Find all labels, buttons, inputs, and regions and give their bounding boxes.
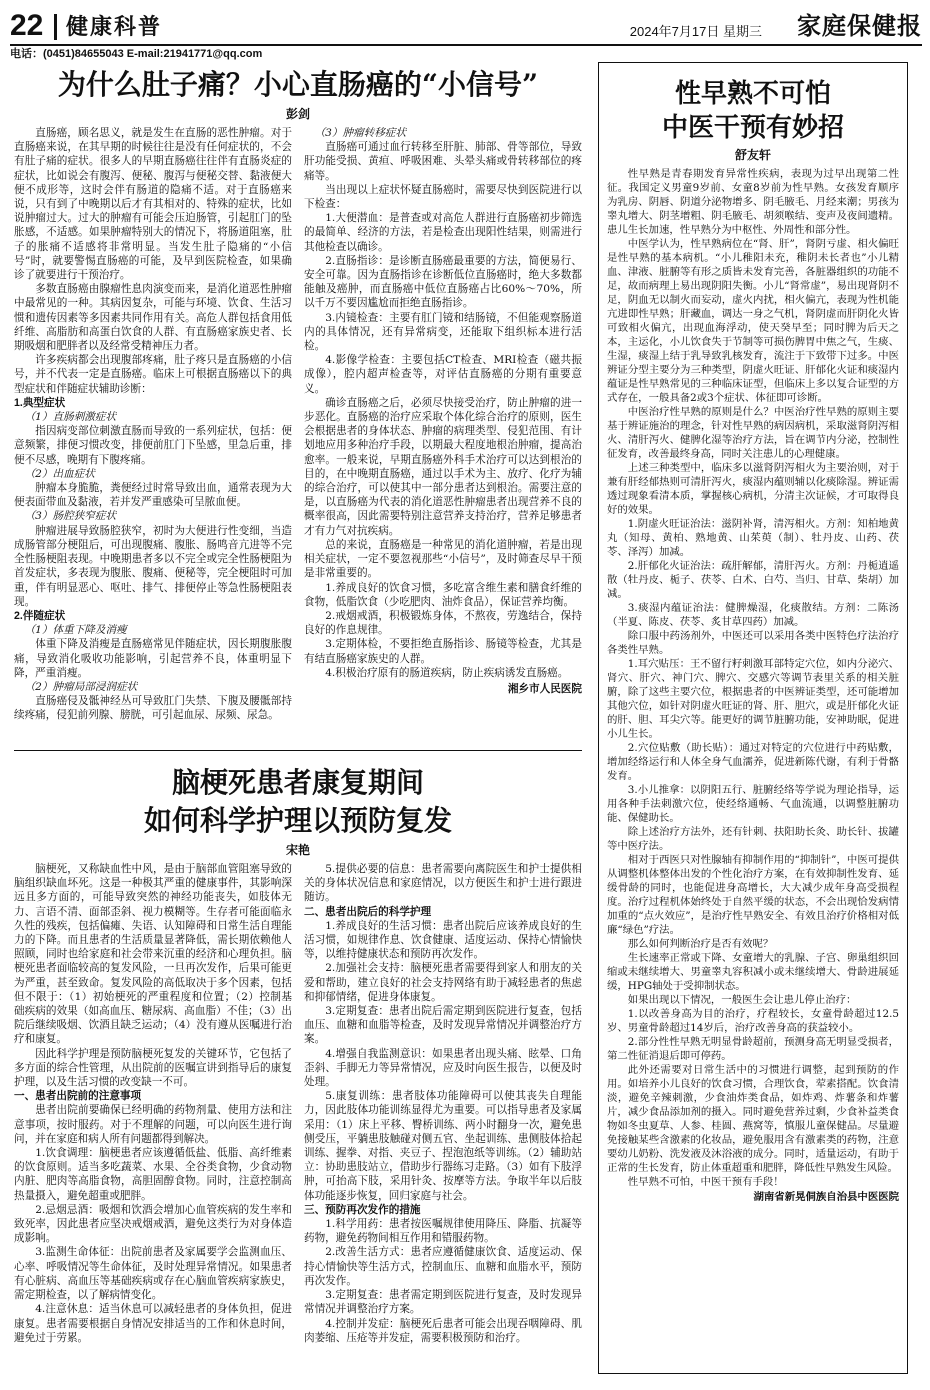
subsection-heading: （3）肠腔狭窄症状 [24,510,117,523]
subsection-heading: （2）肿瘤局部浸润症状 [24,680,138,693]
section-heading: 一、患者出院前的注意事项 [14,1090,142,1103]
paragraph: 肿瘤进展导致肠腔狭窄，初时为大便进行性变细，当造成肠管部分梗阻后，可出现腹痛、腹胀、肠鸣音亢进等不完全性肠梗阻表现。中晚期患者多以不完全或完全性肠梗阻为首发症状，多表现为腹胀、腹痛、便秘等，完全梗阻时可加重，伴有明显恶心、呕吐、排气、排便停止等急性肠梗阻表现。 [14,524,292,608]
paragraph: 2.戒烟戒酒，积极锻炼身体，不熬夜，劳逸结合，保持良好的作息规律。 [304,609,582,637]
paragraph: 2.改善生活方式：患者应遵循健康饮食、适度运动、保持心情愉快等生活方式，控制血压、血糖和血脂水平，预防再次发作。 [304,1246,582,1287]
title-line-2: 如何科学护理以预防复发 [143,804,452,837]
contact-info: 电话：(0451)84655043 E-mail:21941771@qq.com [10,48,263,60]
paragraph: 上述三种类型中，临床多以滋肾阴泻相火为主要治则，对于兼有肝经郁热则可清肝泻火，痰湿内蕴则辅以化痰除湿。辨证需透过现象看清本质，掌握核心病机，分清主次证候，才可取得良好的效果。 [607,462,899,516]
hospital-signature: 湖南省新晃侗族自治县中医医院 [753,1192,899,1203]
paragraph: 1.科学用药：患者按医嘱规律使用降压、降脂、抗凝等药物，避免药物间相互作用和错服药物。 [304,1218,582,1245]
issue-date: 2024年7月17日 星期三 [629,24,762,39]
paragraph: 除上述治疗方法外，还有针刺、扶阳助长灸、助长针、拔罐等中医疗法。 [607,826,899,852]
article-body [607,167,899,1359]
section-heading: 1.典型症状 [14,396,66,409]
article-precocious-puberty [598,62,908,1374]
paragraph: 直肠癌，顾名思义，就是发生在直肠的恶性肿瘤。对于直肠癌来说，在其早期的时候往往是没有任何症状的，不会有肚子痛的症状。很多人的早期直肠癌往往伴有直肠炎症的症状，比如说会有腹泻、便秘、腹泻与便秘交替、黏液便大便不成形等，这时会伴有肠道的隐痛不适。对于直肠癌来说，只有到了中晚期以后才有其相对的、特殊的症状，比如说肿瘤过大。过大的肿瘤有可能会压迫肠管，引起肛门的坠胀感，不适感。如果肿瘤特别大的情况下，将肠道阻塞，肚子的胀痛不适感将非常明显。当发生肚子隐痛的“小信号”时，就要警惕直肠癌的可能，及早到医院检查，如果确诊了就要进行干预治疗。 [14,127,292,282]
article-body [14,862,582,1362]
section-title: 健康科普 [66,14,163,40]
article-author: 彭剑 [285,107,310,121]
paragraph: 脑梗死，又称缺血性中风，是由于脑部血管阻塞导致的脑组织缺血坏死。这是一种极其严重的健康事件，其影响深远且多方面的，可能导致突然的神经功能丧失，如肢体无力、言语不清、面部歪斜、视力模糊等。生存者可能面临永久性的残疾，包括偏瘫、失语、认知障碍和日常生活自理能力的下降。而且患者的生活质量显著降低，需长期依赖他人照顾，同时也给家庭和社会带来沉重的经济和心理负担。脑梗死患者面临较高的复发风险，一旦再次发作，后果可能更为严重，甚至致命。复发风险的高低取决于多个因素，包括但不限于：（1）初始梗死的严重程度和位置；（2）控制基础疾病的效果（如高血压、糖尿病、高血脂）不佳；（3）出院后继续吸烟、饮酒且缺乏运动；（4）没有遵从医嘱进行治疗和康复。 [14,863,292,1046]
paragraph: 3.定期体检，不要拒绝直肠指诊、肠镜等检查，尤其是有结直肠癌家族史的人群。 [304,638,582,665]
article-author: 宋艳 [285,843,310,857]
paragraph: 3.定期复查：患者需定期到医院进行复查，及时发现异常情况并调整治疗方案。 [304,1289,582,1316]
paragraph: 2.穴位贴敷（助长贴）：通过对特定的穴位进行中药贴敷，增加经络运行和人体全身气血濡养，促进新陈代谢，有利于骨骼发育。 [607,742,899,782]
paragraph: 2.忌烟忌酒：吸烟和饮酒会增加心血管疾病的发生率和致死率，因此患者应坚决戒烟戒酒，避免这类行为对身体造成影响。 [14,1203,292,1245]
subsection-heading: （3）肿瘤转移症状 [314,127,407,139]
paragraph: 许多疾病都会出现腹部疼痛，肚子疼只是直肠癌的小信号，并不代表一定是直肠癌。临床上可根据直肠癌以下的典型症状和伴随症状辅助诊断： [14,354,292,395]
paragraph: 确诊直肠癌之后，必须尽快接受治疗，防止肿瘤的进一步恶化。直肠癌的治疗应采取个体化综合治疗的原则，医生会根据患者的身体状态、肿瘤的病理类型、侵犯范围、有计划地应用多种治疗手段，以期最大程度地根治肿瘤，提高治愈率。一般来说，早期直肠癌外科手术治疗可以达到根治的目的，在中晚期直肠癌，通过以手术为主、放疗、化疗为辅的综合治疗，可以使其中一部分患者达到根治。需要注意的是，以直肠癌为代表的消化道恶性肿瘤患者出现营养不良的概率很高，因此需要特别注意营养支持治疗，营养足够患者才有力气对抗疾病。 [304,396,582,537]
article-title [607,77,899,145]
paragraph: 3.监测生命体征：出院前患者及家属要学会监测血压、心率、呼吸情况等生命体征，及时处理异常情况。如果患者有心脏病、高血压等基础疾病或存在心脑血管疾病家族史，需定期检查，以了解病情变化。 [14,1246,292,1302]
section-heading: 三、预防再次发作的措施 [304,1203,421,1216]
paragraph: 5.康复训练：患者肢体功能障碍可以使其丧失自理能力，因此肢体功能训练显得尤为重要。可以指导患者及家属采用：（1）床上平移、臀桥训练、两小时翻身一次，避免患侧受压，平躺患肢触碰对侧五官、坐起训练、患侧肢体拾起训练、握拳、对指、夹豆子、捏泡泡纸等训练。（2）辅助站立：协助患肢站立，借助步行器练习走路。（3）如有下肢浮肿，可抬高下肢，采用针灸、按摩等方法。争取半年以后肢体功能逐步恢复，回归家庭与社会。 [304,1090,582,1202]
paragraph: 1.养成良好的生活习惯：患者出院后应该养成良好的生活习惯，如规律作息、饮食健康、适度运动、保持心情愉快等，以维持健康状态和预防再次发作。 [304,919,582,961]
subsection-heading: （1）直肠刺激症状 [24,411,117,424]
paragraph: 1.阴虚火旺证治法：滋阴补肾，清泻相火。方剂：知柏地黄丸（知母、黄柏、熟地黄、山茱萸（制）、牡丹皮、山药、茯苓、泽泻）加减。 [607,518,899,558]
paragraph: 1.耳穴贴压：王不留行籽刺激耳部特定穴位，如内分泌穴、肾穴、肝穴、神门穴、脾穴、交感穴等调节表里关系的相关脏腑，除了这些主要穴位，根据患者的中医辨证类型，还可能增加其他穴位，如针对阴虚火旺证的肾、肝、胆穴，或是肝郁化火证的肝、胆、耳尖穴等。能更好的调节脏腑功能，安神助眠，促进小儿生长。 [607,658,899,740]
paragraph: 中医治疗性早熟的原则是什么？中医治疗性早熟的原则主要基于辨证施治的理念，针对性早熟的病因病机，采取滋肾阴泻相火、清肝泻火、健脾化湿等治疗方法，旨在调节内分泌，控制性征发育，改善最终身高，同时关注患儿的心理健康。 [607,406,899,460]
paragraph: 2.直肠指诊：是诊断直肠癌最重要的方法，简便易行、安全可靠。因为直肠指诊在诊断低位直肠癌时，绝大多数都能触及癌肿，而直肠癌中低位直肠癌占比60%～70%，所以千万不要因尴尬而拒绝直肠指诊。 [304,254,582,310]
paragraph: 1.以改善身高为目的治疗，疗程较长，女童骨龄超过12.5岁、男童骨龄超过14岁后，治疗改善身高的获益较小。 [607,1008,899,1034]
paragraph: 4.控制并发症：脑梗死后患者可能会出现吞咽障碍、肌肉萎缩、压疮等并发症，需要积极预防和治疗。 [304,1317,582,1344]
paragraph: 多数直肠癌由腺瘤性息肉演变而来，是消化道恶性肿瘤中最常见的一种。其病因复杂，可能与环境、饮食、生活习惯和遗传因素等多因素共同作用有关。高危人群包括食用低纤维、高脂肪和高蛋白饮食的人群、有直肠癌家族史者、长期吸烟和肥胖者以及经常受精神压力者。 [14,283,292,353]
paragraph: 直肠癌可通过血行转移至肝脏、肺部、骨等部位，导致肝功能受损、黄疸、呼吸困难、头晕头痛或骨转移部位的疼痛等。 [304,141,582,182]
paragraph: 直肠癌侵及骶神经丛可导致肛门失禁、下腹及腰骶部持续疼痛，侵犯前列腺、膀胱，可引起血尿、尿频、尿急。 [14,695,292,722]
article-title [14,764,582,840]
paragraph: 4.积极治疗原有的肠道疾病，防止疾病诱发直肠癌。 [325,666,569,679]
paragraph: 1.饮食调理：脑梗患者应该遵循低盐、低脂、高纤维素的饮食原则。适当多吃蔬菜、水果、全谷类食物，少食动物内脏、肥肉等高脂食物，高胆固醇食物。同时，注意控制高热量摄入，避免超重或肥胖。 [14,1147,292,1202]
paragraph: 1.养成良好的饮食习惯，多吃富含维生素和膳食纤维的食物，低脂饮食（少吃肥肉、油炸食品），保证营养均衡。 [304,581,582,608]
paragraph: 2.肝郁化火证治法：疏肝解郁，清肝泻火。方剂：丹栀逍遥散（牡丹皮、栀子、茯苓、白术、白芍、当归、甘草、柴胡）加减。 [607,560,899,600]
paragraph: 此外还需要对日常生活中的习惯进行调整，起到预防的作用。如培养小儿良好的饮食习惯，合理饮食，荤素搭配。饮食清淡，避免辛辣刺激，少食油炸类食品，如炸鸡、炸薯条和炸薯片，减少食品添加剂的摄入。同时避免营养过剩，少食补益类食物如冬虫夏草、人参、桂圆、燕窝等，慎服儿童保健品。尽量避免接触某些含激素的化妆品，避免服用含有激素类的药物，注意要幼儿奶粉、洗发液及沐浴液的成分。同时，适量运动，有助于正常的生长发育，防止体重超重和肥胖，降低性早熟发生风险。 [607,1064,899,1174]
paragraph: 相对于西医只对性腺轴有抑制作用的“抑制针”，中医可提供从调整机体整体出发的个性化治疗方案，在有效抑制性发育、延缓骨龄的同时，也能促进身高增长，大大减少成年身高受损程度。治疗过程机体始终处于自然平缓的状态，不会出现恰发病情加重的“点火效应”，是治疗性早熟安全、有效且治疗价格相对低廉“绿色”疗法。 [607,854,899,936]
article-body [14,126,582,726]
paragraph: 2.加强社会支持：脑梗死患者需要得到家人和朋友的关爱和帮助，建立良好的社会支持网络有助于减轻患者的焦虑和抑郁情绪，促进身体康复。 [304,962,582,1003]
paragraph: 3.痰湿内蕴证治法：健脾燥湿，化痰散结。方剂：二陈汤（半夏、陈皮、茯苓、炙甘草四药）加减。 [607,602,899,628]
title-line-1: 脑梗死患者康复期间 [171,766,424,799]
paragraph: 指因病变部位刺激直肠而导致的一系列症状，包括：便意频繁，排便习惯改变，排便前肛门下坠感，里急后重，排便不尽感，晚期有下腹疼痛。 [14,425,292,466]
paragraph: 1.大便潜血：是普查或对高危人群进行直肠癌初步筛选的最简单、经济的方法，若是检查出现阳性结果，则需进行其他检查以确诊。 [304,212,582,253]
paragraph: 如果出现以下情况，一般医生会让患儿停止治疗： [627,994,857,1006]
paragraph: 5.提供必要的信息：患者需要向离院医生和护士提供相关的身体状况信息和家庭情况，以方便医生和护士进行跟进随访。 [304,863,582,904]
paragraph: 3.定期复查：患者出院后需定期到医院进行复查，包括血压、血糖和血脂等检查，及时发现异常情况并调整治疗方案。 [304,1005,582,1046]
paragraph: 中医学认为，性早熟病位在“肾、肝”，肾阴亏虚、相火偏旺是性早熟的基本病机。“小儿稚阳未充，稚阴未长者也”小儿精血、津液、脏腑等有形之质皆未发育完善，各脏器组织的功能不足，故而病理上易出现阴阳失衡。小儿“肾常虚”，易出现肾阴不足，阴血无以制火而妄动，虚火内扰，相火偏亢，表现为性机能亢进即性早熟；肝藏血，调达一身之气机，肾阴虚而肝阴化火皆可致相火偏亢，出现血海浮动，使天癸早至；同时脾为后天之本，主运化，小儿饮食失于节制等可损伤脾胃中焦之气，生痰、生湿，痰湿上结于乳导致乳核发育，流注于下致带下过多。中医辨证分型主要分为三种类型，阴虚火旺证、肝郁化火证和痰湿内蕴证是性早熟常见的三种临床证型，但临床上多以复合证型的方式存在，一般具备2或3个症状、体征即可诊断。 [607,238,899,404]
section-heading: 2.伴随症状 [14,609,66,622]
paragraph: 性早熟是青春期发育异常性疾病，表现为过早出现第二性征。我国定义男童9岁前、女童8岁前为性早熟。女孩发育顺序为乳房、阴唇、阴道分泌物增多、阴毛腋毛、月经来潮；男孩为睾丸增大、阴茎增粗、阴毛腋毛、胡须喉结、变声及夜间遗精。患儿生长加速，性早熟分为中枢性、外周性和部分性。 [607,168,899,236]
paragraph: 3.内镜检查：主要有肛门镜和结肠镜，不但能观察肠道内的具体情况，还有异常病变，还能取下组织标本进行活检。 [304,311,582,353]
paragraph: 性早熟不可怕，中医干预有手段！ [627,1176,784,1188]
subsection-heading: （1）体重下降及消瘦 [24,624,127,637]
title-line-1: 性早熟不可怕 [674,79,831,109]
paragraph: 3.小儿推拿：以阴阳五行、脏腑经络等学说为理论指导，运用各种手法刺激穴位，使经络通畅、气血流通，以调整脏腑功能、保健助长。 [607,784,899,824]
paragraph: 体重下降及消瘦是直肠癌常见伴随症状，因长期腹胀腹痛，导致消化吸收功能影响，引起营养不良，体重明显下降，严重消瘦。 [14,638,292,679]
page-number: 22 [10,9,44,42]
paragraph: 4.注意休息：适当休息可以减轻患者的身体负担，促进康复。患者需要根据自身情况安排适当的工作和休息时间，避免过于劳累。 [14,1303,292,1344]
masthead-divider [54,14,57,40]
article-title: 为什么肚子痛？小心直肠癌的“小信号” [57,68,539,101]
paragraph: 那么如何判断治疗是否有效呢？ [627,938,774,950]
paper-name: 家庭保健报 [797,11,922,40]
paragraph: 除口服中药汤剂外，中医还可以采用各类中医特色疗法治疗各类性早熟。 [607,630,899,656]
paragraph: 4.增强自我监测意识：如果患者出现头痛、眩晕、口角歪斜、手脚无力等异常情况，应及时向医生报告，以便及时处理。 [304,1047,582,1089]
article-rectal-cancer [14,60,582,751]
section-heading: 二、患者出院后的科学护理 [304,905,432,918]
paragraph: 2.部分性性早熟无明显骨龄超前，预测身高无明显受损者，第二性征消退后即可停药。 [607,1036,899,1062]
article-author: 舒友轩 [734,148,771,162]
paragraph: 患者出院前要确保已经明确的药物剂量、使用方法和注意事项，按时服药。对于不理解的问题，可以向医生进行询问，并在家庭和病人所有问题都得到解决。 [14,1104,292,1145]
article-stroke-rehab [14,758,582,1370]
paragraph: 当出现以上症状怀疑直肠癌时，需要尽快到医院进行以下检查： [304,183,582,211]
masthead [10,8,922,46]
paragraph: 总的来说，直肠癌是一种常见的消化道肿瘤，若是出现相关症状，一定不要忽视那些“小信号”，及时筛查尽早干预是非常重要的。 [304,538,582,580]
paragraph: 因此科学护理是预防脑梗死复发的关键环节，它包括了多方面的综合性管理，从出院前的医嘱宣讲到指导后的康复护理，以及生活习惯的改变缺一不可。 [14,1047,292,1089]
paragraph: 肿瘤本身脆脆，粪便经过时常导致出血，通常表现为大便表面带血及黏液，若并发严重感染可呈脓血便。 [14,482,292,509]
hospital-signature: 湘乡市人民医院 [507,682,582,695]
paragraph: 生长速率正常或下降、女童增大的乳腺、子宫、卵巢组织回缩或未继续增大、男童睾丸容积减小或未继续增大、骨龄进展延缓，HPG轴处于受抑制状态。 [607,952,899,992]
paragraph: 4.影像学检查：主要包括CT检查、MRI检查（磁共振成像），腔内超声检查等，对评估直肠癌的分期有重要意义。 [304,354,582,395]
title-line-2: 中医干预有妙招 [661,113,844,143]
subsection-heading: （2）出血症状 [24,467,95,480]
